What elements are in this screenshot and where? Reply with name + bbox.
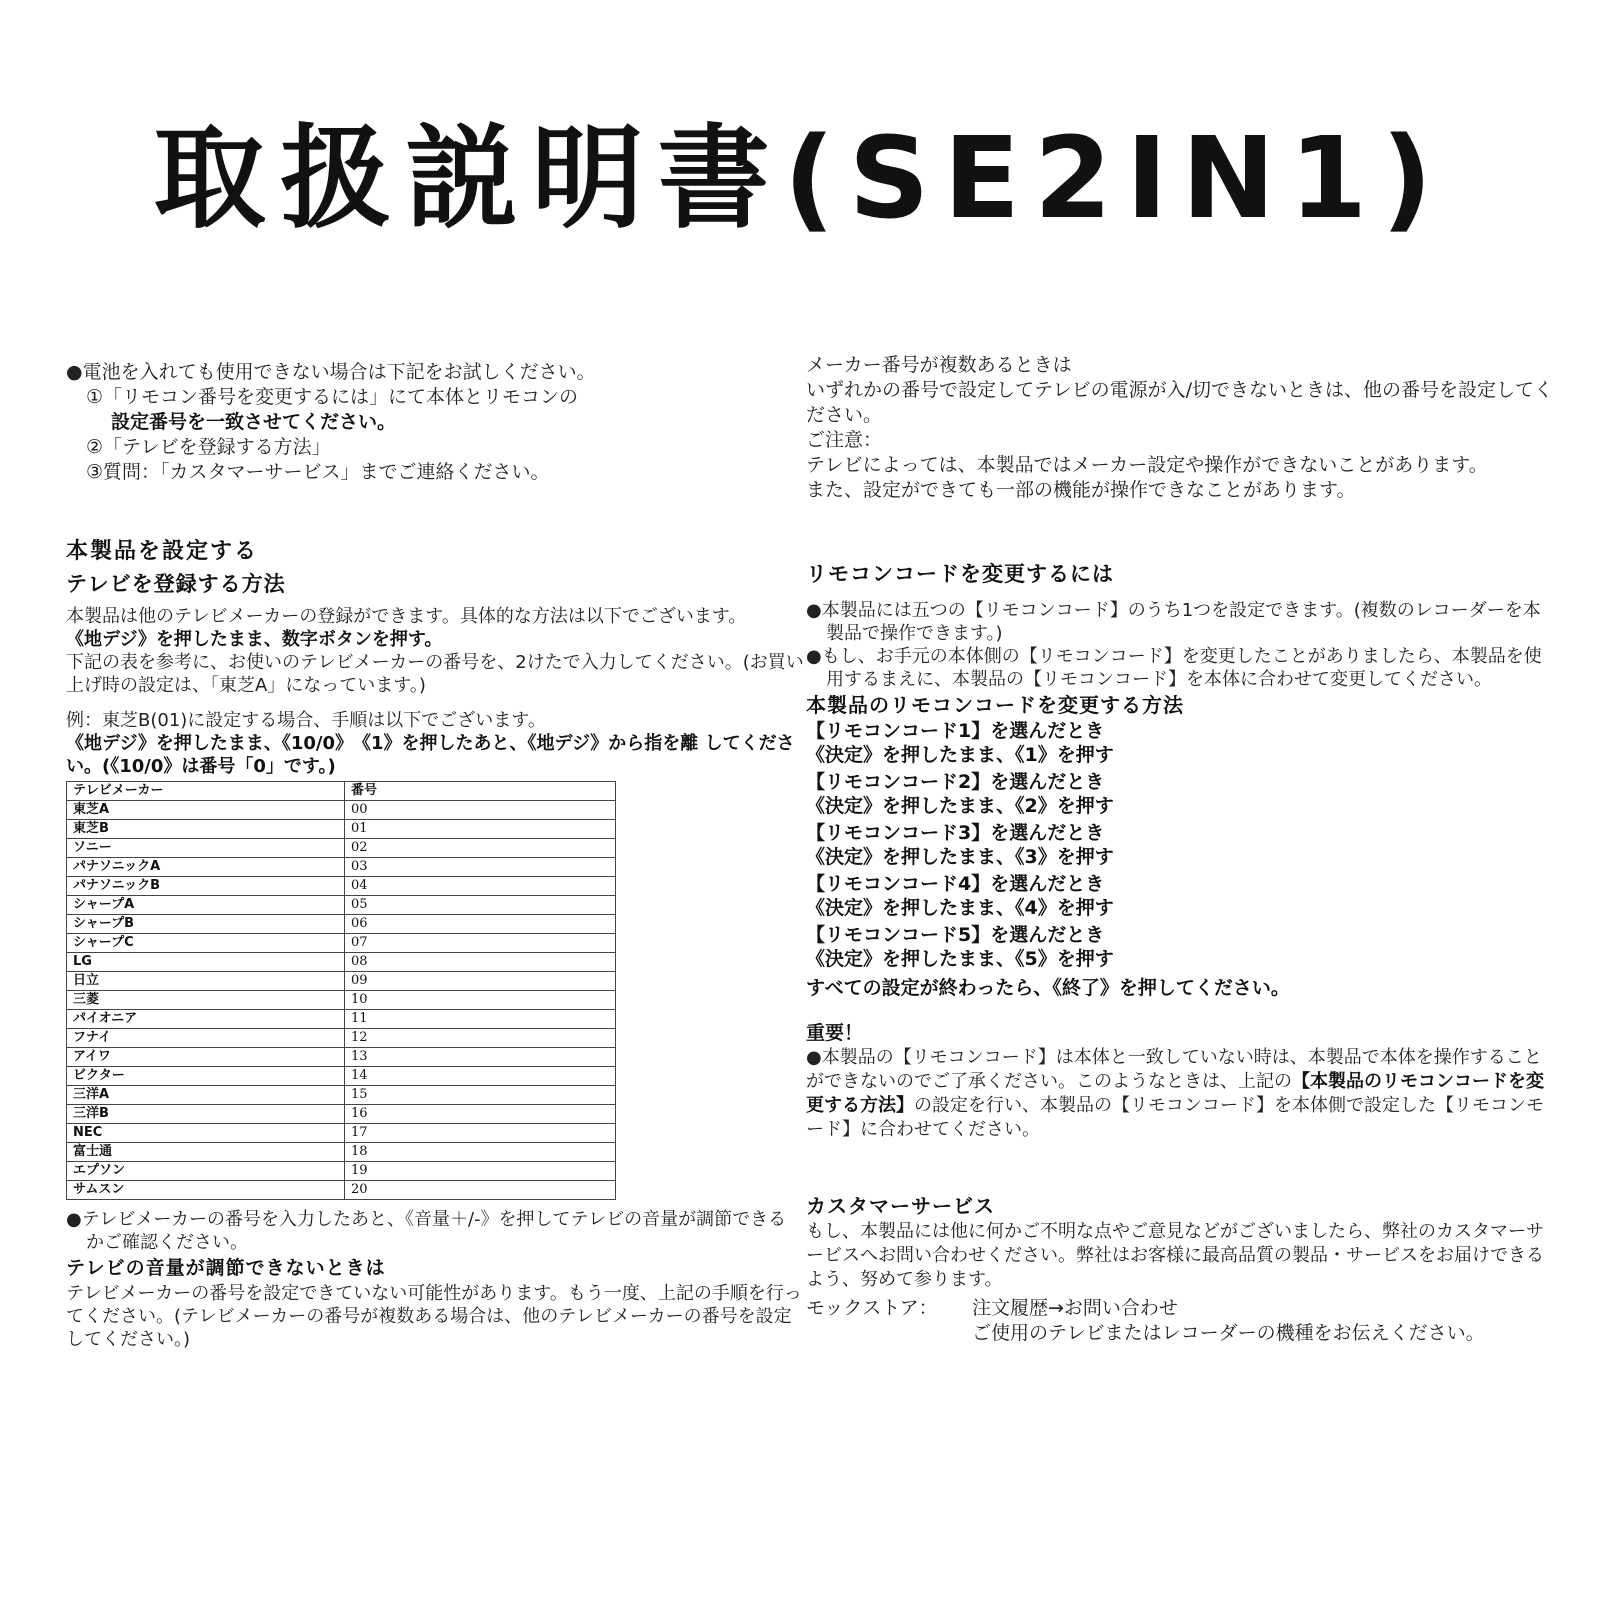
maker-name-cell: LG (67, 953, 345, 972)
code-press-line: 《決定》を押したまま、《1》を押す (806, 744, 1114, 766)
maker-number-cell: 10 (345, 991, 616, 1010)
method-title: 本製品のリモコンコードを変更する方法 (806, 693, 1184, 717)
maker-name-cell: パナソニックA (67, 858, 345, 877)
maker-name-cell: シャープC (67, 934, 345, 953)
table-row (67, 1143, 616, 1162)
multi-code-text: いずれかの番号で設定してテレビの電源が入/切できないときは、他の番号を設定してください。 (806, 379, 1554, 426)
table-row (67, 896, 616, 915)
register-tv-title: テレビを登録する方法 (66, 572, 286, 596)
left-column (66, 360, 804, 1351)
code-press-line: 《決定》を押したまま、《2》を押す (806, 795, 1114, 817)
setup-intro: 本製品は他のテレビメーカーの登録ができます。具体的な方法は以下でございます。 (66, 606, 747, 627)
setup-section-title: 本製品を設定する (66, 539, 259, 564)
important-heading: 重要！ (806, 1022, 864, 1044)
maker-number-cell: 18 (345, 1143, 616, 1162)
table-row (67, 1048, 616, 1067)
remote-code-title: リモコンコードを変更するには (806, 562, 1114, 586)
notice-item-2: ②「テレビを登録する方法」 (86, 436, 331, 458)
table-row (67, 1124, 616, 1143)
setup-detail: 下記の表を参考に、お使いのテレビメーカーの番号を、2けたで入力してください。(お買い上げ時の設定は、「東芝A」になっています。) (66, 652, 804, 696)
header-maker: テレビメーカー (67, 782, 345, 801)
table-row (67, 1029, 616, 1048)
customer-service-text: もし、本製品には他に何かご不明な点やご意見などがございましたら、弊社のカスタマーサービスへお問い合わせください。弊社はお客様に最高品質の製品・サービスをお届けできるよう、努めて参ります。 (806, 1221, 1544, 1290)
remote-code-bullet-1: ●本製品には五つの【リモコンコード】のうち1つを設定できます。(複数のレコーダーを本製品で操作できます。) (806, 600, 1541, 644)
maker-name-cell: 日立 (67, 972, 345, 991)
table-row (67, 1162, 616, 1181)
table-row (67, 801, 616, 820)
code-select-line: 【リモコンコード3】を選んだとき (806, 822, 1105, 844)
maker-name-cell: 三菱 (67, 991, 345, 1010)
maker-name-cell: パナソニックB (67, 877, 345, 896)
table-row (67, 858, 616, 877)
table-row (67, 1086, 616, 1105)
maker-name-cell: 三洋B (67, 1105, 345, 1124)
maker-number-cell: 12 (345, 1029, 616, 1048)
example-steps: 《地デジ》を押したまま、《10/0》 《1》を押したあと、《地デジ》から指を離 してください。(《10/0》は番号「0」です。) (66, 733, 795, 777)
table-row (67, 915, 616, 934)
code-select-line: 【リモコンコード5】を選んだとき (806, 924, 1105, 946)
table-row (67, 991, 616, 1010)
caution-line-2: また、設定ができても一部の機能が操作できなことがあります。 (806, 479, 1356, 501)
code-step (806, 872, 1556, 920)
volume-note: ●テレビメーカーの番号を入力したあと、《音量＋/-》を押してテレビの音量が調節できるかご確認ください。 (66, 1209, 787, 1253)
important-text-after: の設定を行い、本製品の【リモコンコード】を本体側で設定した【リモコンモード】に合わせてください。 (806, 1095, 1544, 1140)
multi-code-heading: メーカー番号が複数あるときは (806, 354, 1072, 376)
code-step (806, 821, 1556, 869)
example-line: 例：東芝B(01)に設定する場合、手順は以下でございます。 (66, 710, 546, 731)
caution-line-1: テレビによっては、本製品ではメーカー設定や操作ができないことがあります。 (806, 454, 1488, 476)
important-text-before: ●本製品の【リモコンコード】は本体と一致していない時は、本製品で本体を操作することができないのでご了承ください。このようなときは、上記の (806, 1047, 1542, 1092)
maker-name-cell: アイワ (67, 1048, 345, 1067)
maker-number-cell: 00 (345, 801, 616, 820)
table-row (67, 1010, 616, 1029)
maker-name-cell: NEC (67, 1124, 345, 1143)
maker-number-cell: 03 (345, 858, 616, 877)
maker-number-cell: 07 (345, 934, 616, 953)
code-step (806, 923, 1556, 971)
remote-code-steps (806, 719, 1556, 971)
maker-number-cell: 01 (345, 820, 616, 839)
notice-item-1-cont: 設定番号を一致させてください。 (111, 411, 397, 433)
notice-item-1: ①「リモコン番号を変更するには」にて本体とリモコンの (86, 386, 579, 408)
finish-instruction: すべての設定が終わったら、《終了》を押してください。 (806, 977, 1290, 999)
maker-number-cell: 02 (345, 839, 616, 858)
right-column (806, 353, 1556, 1346)
table-row (67, 934, 616, 953)
table-row (67, 1105, 616, 1124)
maker-name-cell: ビクター (67, 1067, 345, 1086)
caution-heading: ご注意： (806, 429, 883, 451)
maker-name-cell: シャープA (67, 896, 345, 915)
maker-number-cell: 20 (345, 1181, 616, 1200)
maker-name-cell: エプソン (67, 1162, 345, 1181)
store-contact (806, 1296, 1556, 1346)
maker-name-cell: 東芝A (67, 801, 345, 820)
notice-heading: ●電池を入れても使用できない場合は下記をお試しください。 (66, 361, 596, 383)
table-row (67, 877, 616, 896)
maker-number-cell: 13 (345, 1048, 616, 1067)
table-row (67, 972, 616, 991)
code-press-line: 《決定》を押したまま、《5》を押す (806, 948, 1114, 970)
code-press-line: 《決定》を押したまま、《3》を押す (806, 846, 1114, 868)
code-step (806, 770, 1556, 818)
notice-item-3: ③質問：「カスタマーサービス」までご連絡ください。 (86, 461, 550, 483)
maker-number-cell: 05 (345, 896, 616, 915)
maker-name-cell: 富士通 (67, 1143, 345, 1162)
code-select-line: 【リモコンコード1】を選んだとき (806, 720, 1105, 742)
maker-number-cell: 06 (345, 915, 616, 934)
volume-heading: テレビの音量が調節できないときは (66, 1257, 386, 1279)
code-step (806, 719, 1556, 767)
document-title: 取扱説明書(SE2IN1) (153, 114, 1447, 244)
volume-text: テレビメーカーの番号を設定できていない可能性があります。もう一度、上記の手順を行ってください。(テレビメーカーの番号が複数ある場合は、他のテレビメーカーの番号を設定してください。) (66, 1283, 802, 1350)
setup-instruction: 《地デジ》を押したまま、数字ボタンを押す。 (66, 629, 443, 650)
store-label: モックストア： (806, 1297, 938, 1319)
maker-number-cell: 15 (345, 1086, 616, 1105)
store-instructions (972, 1296, 1485, 1346)
remote-code-bullet-2: ●もし、お手元の本体側の【リモコンコード】を変更したことがありましたら、本製品を使用するまえに、本製品の【リモコンコード】を本体に合わせて変更してください。 (806, 646, 1542, 690)
important-text (806, 1046, 1556, 1142)
table-row (67, 953, 616, 972)
maker-name-cell: 東芝B (67, 820, 345, 839)
header-number: 番号 (345, 782, 616, 801)
maker-name-cell: フナイ (67, 1029, 345, 1048)
code-press-line: 《決定》を押したまま、《4》を押す (806, 897, 1114, 919)
maker-name-cell: 三洋A (67, 1086, 345, 1105)
maker-number-cell: 14 (345, 1067, 616, 1086)
table-header-row (67, 782, 616, 801)
store-line-1: 注文履歴→お問い合わせ (972, 1297, 1178, 1319)
maker-number-cell: 17 (345, 1124, 616, 1143)
important-text-bold: 【本製品のリモコンコードを変更する方法】 (806, 1071, 1544, 1116)
code-select-line: 【リモコンコード2】を選んだとき (806, 771, 1105, 793)
maker-number-cell: 11 (345, 1010, 616, 1029)
maker-name-cell: ソニー (67, 839, 345, 858)
maker-code-table (66, 781, 616, 1200)
maker-number-cell: 04 (345, 877, 616, 896)
code-select-line: 【リモコンコード4】を選んだとき (806, 873, 1105, 895)
maker-name-cell: シャープB (67, 915, 345, 934)
maker-number-cell: 08 (345, 953, 616, 972)
table-row (67, 820, 616, 839)
table-row (67, 1181, 616, 1200)
maker-name-cell: サムスン (67, 1181, 345, 1200)
customer-service-heading: カスタマーサービス (806, 1194, 995, 1218)
battery-notice (66, 360, 804, 485)
table-row (67, 1067, 616, 1086)
maker-number-cell: 19 (345, 1162, 616, 1181)
maker-number-cell: 09 (345, 972, 616, 991)
maker-number-cell: 16 (345, 1105, 616, 1124)
table-row (67, 839, 616, 858)
maker-name-cell: パイオニア (67, 1010, 345, 1029)
store-line-2: ご使用のテレビまたはレコーダーの機種をお伝えください。 (972, 1322, 1485, 1344)
